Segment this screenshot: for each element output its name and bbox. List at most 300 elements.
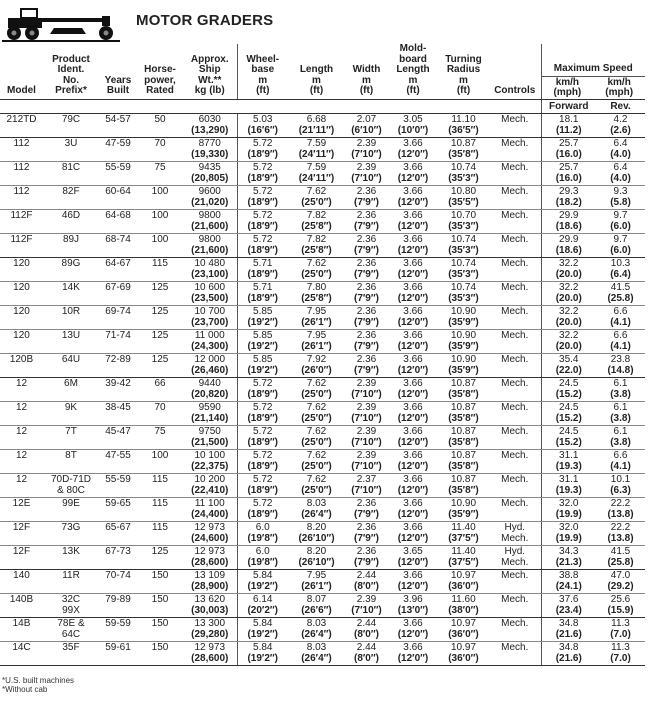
cell-model: 112 xyxy=(0,161,43,185)
header-forward: Forward xyxy=(541,99,596,113)
cell-width: 2.39 (7′10″) xyxy=(345,593,388,617)
cell-controls: Mech. xyxy=(489,593,541,617)
cell-model: 112F xyxy=(0,233,43,257)
cell-weight: 9590 (21,140) xyxy=(183,401,237,425)
cell-prefix: 11R xyxy=(43,569,99,593)
cell-turning-radius: 10.97 (36′0″) xyxy=(438,641,489,665)
table-row xyxy=(0,401,645,425)
cell-wheelbase: 6.0 (19′8″) xyxy=(237,545,288,569)
cell-turning-radius: 11.10 (36′5″) xyxy=(438,113,489,137)
cell-moldboard: 3.96 (13′0″) xyxy=(388,593,438,617)
cell-length: 8.03 (26′4″) xyxy=(288,641,345,665)
cell-wheelbase: 5.72 (18′9″) xyxy=(237,185,288,209)
cell-weight: 12 973 (24,600) xyxy=(183,521,237,545)
cell-forward-speed: 29.9 (18.6) xyxy=(541,233,596,257)
cell-wheelbase: 5.72 (18′9″) xyxy=(237,449,288,473)
cell-controls: Mech. xyxy=(489,161,541,185)
cell-turning-radius: 10.90 (35′9″) xyxy=(438,497,489,521)
cell-wheelbase: 5.84 (19′2″) xyxy=(237,617,288,641)
table-row xyxy=(0,425,645,449)
cell-turning-radius: 10.90 (35′9″) xyxy=(438,329,489,353)
cell-length: 7.80 (25′8″) xyxy=(288,281,345,305)
table-row xyxy=(0,521,645,545)
cell-length: 8.03 (26′4″) xyxy=(288,497,345,521)
cell-weight: 13 620 (30,003) xyxy=(183,593,237,617)
cell-turning-radius: 10.74 (35′3″) xyxy=(438,257,489,281)
cell-turning-radius: 10.90 (35′9″) xyxy=(438,305,489,329)
cell-reverse-speed: 6.6 (4.1) xyxy=(596,449,645,473)
cell-forward-speed: 31.1 (19.3) xyxy=(541,473,596,497)
cell-years: 70-74 xyxy=(99,569,137,593)
cell-controls: Mech. xyxy=(489,497,541,521)
cell-horsepower: 125 xyxy=(137,281,183,305)
cell-length: 7.92 (26′0″) xyxy=(288,353,345,377)
cell-width: 2.36 (7′9″) xyxy=(345,209,388,233)
cell-model: 12E xyxy=(0,497,43,521)
cell-reverse-speed: 6.4 (4.0) xyxy=(596,137,645,161)
table-row xyxy=(0,281,645,305)
cell-wheelbase: 5.72 (18′9″) xyxy=(237,209,288,233)
cell-weight: 12 973 (28,600) xyxy=(183,641,237,665)
cell-prefix: 6M xyxy=(43,377,99,401)
cell-moldboard: 3.66 (12′0″) xyxy=(388,161,438,185)
cell-moldboard: 3.66 (12′0″) xyxy=(388,257,438,281)
table-row xyxy=(0,593,645,617)
cell-forward-speed: 29.3 (18.2) xyxy=(541,185,596,209)
cell-weight: 10 700 (23,700) xyxy=(183,305,237,329)
cell-moldboard: 3.66 (12′0″) xyxy=(388,425,438,449)
header-length: Length m (ft) xyxy=(288,44,345,99)
cell-width: 2.39 (7′10″) xyxy=(345,401,388,425)
cell-controls: Mech. xyxy=(489,257,541,281)
cell-model: 12 xyxy=(0,425,43,449)
footnote: *U.S. built machines xyxy=(2,676,75,685)
cell-controls: Mech. xyxy=(489,113,541,137)
cell-horsepower: 150 xyxy=(137,593,183,617)
cell-turning-radius: 10.87 (35′8″) xyxy=(438,473,489,497)
cell-model: 140B xyxy=(0,593,43,617)
cell-moldboard: 3.66 (12′0″) xyxy=(388,497,438,521)
cell-reverse-speed: 6.6 (4.1) xyxy=(596,305,645,329)
cell-reverse-speed: 11.3 (7.0) xyxy=(596,641,645,665)
table-row xyxy=(0,473,645,497)
motor-grader-icon xyxy=(2,2,120,42)
cell-model: 12F xyxy=(0,545,43,569)
cell-length: 7.95 (26′1″) xyxy=(288,569,345,593)
cell-controls: Mech. xyxy=(489,281,541,305)
cell-wheelbase: 5.72 (18′9″) xyxy=(237,377,288,401)
cell-turning-radius: 11.40 (37′5″) xyxy=(438,545,489,569)
cell-weight: 10 200 (22,410) xyxy=(183,473,237,497)
cell-reverse-speed: 10.1 (6.3) xyxy=(596,473,645,497)
cell-width: 2.36 (7′9″) xyxy=(345,185,388,209)
cell-forward-speed: 32.0 (19.9) xyxy=(541,497,596,521)
cell-turning-radius: 10.90 (35′9″) xyxy=(438,353,489,377)
cell-width: 2.44 (8′0″) xyxy=(345,569,388,593)
cell-forward-speed: 25.7 (16.0) xyxy=(541,161,596,185)
cell-model: 12 xyxy=(0,449,43,473)
cell-horsepower: 50 xyxy=(137,113,183,137)
cell-reverse-speed: 6.4 (4.0) xyxy=(596,161,645,185)
cell-years: 60-64 xyxy=(99,185,137,209)
footnotes xyxy=(2,676,74,694)
cell-turning-radius: 10.74 (35′3″) xyxy=(438,161,489,185)
cell-forward-speed: 32.2 (20.0) xyxy=(541,257,596,281)
cell-horsepower: 115 xyxy=(137,257,183,281)
cell-model: 112 xyxy=(0,137,43,161)
cell-wheelbase: 5.84 (19′2″) xyxy=(237,641,288,665)
cell-length: 8.20 (26′10″) xyxy=(288,521,345,545)
cell-horsepower: 150 xyxy=(137,569,183,593)
table-row xyxy=(0,185,645,209)
cell-years: 59-65 xyxy=(99,497,137,521)
cell-width: 2.39 (7′10″) xyxy=(345,425,388,449)
cell-length: 8.20 (26′10″) xyxy=(288,545,345,569)
cell-forward-speed: 34.8 (21.6) xyxy=(541,641,596,665)
cell-model: 112 xyxy=(0,185,43,209)
cell-turning-radius: 10.97 (36′0″) xyxy=(438,617,489,641)
cell-length: 7.62 (25′0″) xyxy=(288,449,345,473)
cell-forward-speed: 24.5 (15.2) xyxy=(541,377,596,401)
cell-forward-speed: 29.9 (18.6) xyxy=(541,209,596,233)
cell-prefix: 99E xyxy=(43,497,99,521)
cell-width: 2.36 (7′9″) xyxy=(345,521,388,545)
cell-moldboard: 3.66 (12′0″) xyxy=(388,569,438,593)
cell-years: 55-59 xyxy=(99,473,137,497)
cell-years: 67-73 xyxy=(99,545,137,569)
cell-model: 12F xyxy=(0,521,43,545)
cell-moldboard: 3.66 (12′0″) xyxy=(388,233,438,257)
cell-length: 7.95 (26′1″) xyxy=(288,305,345,329)
cell-years: 65-67 xyxy=(99,521,137,545)
cell-width: 2.36 (7′9″) xyxy=(345,281,388,305)
cell-controls: Mech. xyxy=(489,449,541,473)
cell-moldboard: 3.66 (12′0″) xyxy=(388,137,438,161)
cell-reverse-speed: 47.0 (29.2) xyxy=(596,569,645,593)
table-row xyxy=(0,233,645,257)
cell-wheelbase: 5.72 (18′9″) xyxy=(237,497,288,521)
cell-wheelbase: 5.72 (18′9″) xyxy=(237,473,288,497)
cell-weight: 6030 (13,290) xyxy=(183,113,237,137)
cell-turning-radius: 10.87 (35′8″) xyxy=(438,401,489,425)
cell-length: 7.62 (25′0″) xyxy=(288,473,345,497)
cell-weight: 10 600 (23,500) xyxy=(183,281,237,305)
cell-controls: Mech. xyxy=(489,401,541,425)
cell-width: 2.37 (7′10″) xyxy=(345,473,388,497)
cell-prefix: 13K xyxy=(43,545,99,569)
cell-model: 14B xyxy=(0,617,43,641)
cell-years: 64-68 xyxy=(99,209,137,233)
cell-wheelbase: 5.85 (19′2″) xyxy=(237,305,288,329)
cell-turning-radius: 10.87 (35′8″) xyxy=(438,137,489,161)
cell-prefix: 8T xyxy=(43,449,99,473)
cell-reverse-speed: 41.5 (25.8) xyxy=(596,281,645,305)
cell-weight: 10 100 (22,375) xyxy=(183,449,237,473)
cell-wheelbase: 5.85 (19′2″) xyxy=(237,329,288,353)
cell-years: 45-47 xyxy=(99,425,137,449)
header-wheelbase: Wheel- base m (ft) xyxy=(237,44,288,99)
cell-model: 12 xyxy=(0,401,43,425)
cell-width: 2.36 (7′9″) xyxy=(345,545,388,569)
cell-horsepower: 150 xyxy=(137,617,183,641)
cell-horsepower: 66 xyxy=(137,377,183,401)
cell-forward-speed: 32.2 (20.0) xyxy=(541,329,596,353)
cell-model: 212TD xyxy=(0,113,43,137)
cell-controls: Mech. xyxy=(489,233,541,257)
page-title: MOTOR GRADERS xyxy=(136,12,274,29)
cell-length: 6.68 (21′11″) xyxy=(288,113,345,137)
cell-prefix: 35F xyxy=(43,641,99,665)
cell-years: 59-59 xyxy=(99,617,137,641)
cell-prefix: 64U xyxy=(43,353,99,377)
cell-width: 2.39 (7′10″) xyxy=(345,137,388,161)
cell-weight: 9435 (20,805) xyxy=(183,161,237,185)
cell-forward-speed: 37.6 (23.4) xyxy=(541,593,596,617)
cell-weight: 9800 (21,600) xyxy=(183,233,237,257)
cell-turning-radius: 11.40 (37′5″) xyxy=(438,521,489,545)
cell-reverse-speed: 6.1 (3.8) xyxy=(596,425,645,449)
table-row xyxy=(0,617,645,641)
cell-controls: Mech. xyxy=(489,377,541,401)
cell-turning-radius: 10.70 (35′3″) xyxy=(438,209,489,233)
cell-weight: 8770 (19,330) xyxy=(183,137,237,161)
cell-horsepower: 70 xyxy=(137,401,183,425)
header-reverse: Rev. xyxy=(596,99,645,113)
cell-wheelbase: 5.72 (18′9″) xyxy=(237,233,288,257)
cell-moldboard: 3.05 (10′0″) xyxy=(388,113,438,137)
cell-prefix: 78E & 64C xyxy=(43,617,99,641)
cell-horsepower: 70 xyxy=(137,137,183,161)
cell-forward-speed: 24.5 (15.2) xyxy=(541,401,596,425)
cell-length: 7.62 (25′0″) xyxy=(288,185,345,209)
cell-weight: 12 000 (26,460) xyxy=(183,353,237,377)
cell-forward-speed: 34.3 (21.3) xyxy=(541,545,596,569)
cell-moldboard: 3.66 (12′0″) xyxy=(388,401,438,425)
cell-prefix: 14K xyxy=(43,281,99,305)
table-row xyxy=(0,161,645,185)
cell-horsepower: 100 xyxy=(137,449,183,473)
cell-turning-radius: 11.60 (38′0″) xyxy=(438,593,489,617)
table-row xyxy=(0,353,645,377)
cell-model: 112F xyxy=(0,209,43,233)
cell-prefix: 13U xyxy=(43,329,99,353)
cell-years: 39-42 xyxy=(99,377,137,401)
cell-years: 54-57 xyxy=(99,113,137,137)
header-horsepower: Horse- power, Rated xyxy=(137,44,183,99)
cell-moldboard: 3.66 (12′0″) xyxy=(388,449,438,473)
cell-width: 2.36 (7′9″) xyxy=(345,257,388,281)
cell-wheelbase: 5.71 (18′9″) xyxy=(237,257,288,281)
cell-model: 140 xyxy=(0,569,43,593)
cell-controls: Mech. xyxy=(489,209,541,233)
cell-prefix: 79C xyxy=(43,113,99,137)
cell-controls: Mech. xyxy=(489,353,541,377)
cell-moldboard: 3.66 (12′0″) xyxy=(388,305,438,329)
cell-reverse-speed: 25.6 (15.9) xyxy=(596,593,645,617)
cell-model: 12 xyxy=(0,377,43,401)
cell-length: 7.59 (24′11″) xyxy=(288,161,345,185)
cell-prefix: 7T xyxy=(43,425,99,449)
cell-years: 64-67 xyxy=(99,257,137,281)
cell-width: 2.44 (8′0″) xyxy=(345,617,388,641)
header-years: Years Built xyxy=(99,44,137,99)
cell-moldboard: 3.66 (12′0″) xyxy=(388,185,438,209)
header xyxy=(0,0,649,44)
cell-reverse-speed: 22.2 (13.8) xyxy=(596,497,645,521)
cell-horsepower: 100 xyxy=(137,209,183,233)
cell-length: 7.82 (25′8″) xyxy=(288,233,345,257)
cell-horsepower: 75 xyxy=(137,161,183,185)
cell-length: 7.62 (25′0″) xyxy=(288,425,345,449)
cell-years: 68-74 xyxy=(99,233,137,257)
cell-controls: Mech. xyxy=(489,473,541,497)
cell-years: 67-69 xyxy=(99,281,137,305)
cell-controls: Mech. xyxy=(489,185,541,209)
cell-prefix: 32C 99X xyxy=(43,593,99,617)
cell-turning-radius: 10.74 (35′3″) xyxy=(438,233,489,257)
cell-model: 120 xyxy=(0,257,43,281)
cell-prefix: 82F xyxy=(43,185,99,209)
cell-forward-speed: 24.5 (15.2) xyxy=(541,425,596,449)
cell-weight: 9600 (21,020) xyxy=(183,185,237,209)
header-model: Model xyxy=(0,44,43,99)
cell-width: 2.36 (7′9″) xyxy=(345,353,388,377)
cell-turning-radius: 10.87 (35′8″) xyxy=(438,377,489,401)
cell-prefix: 89G xyxy=(43,257,99,281)
cell-years: 79-89 xyxy=(99,593,137,617)
cell-forward-speed: 32.2 (20.0) xyxy=(541,281,596,305)
cell-moldboard: 3.66 (12′0″) xyxy=(388,473,438,497)
cell-reverse-speed: 6.1 (3.8) xyxy=(596,377,645,401)
cell-horsepower: 125 xyxy=(137,545,183,569)
table-row xyxy=(0,497,645,521)
cell-moldboard: 3.66 (12′0″) xyxy=(388,209,438,233)
cell-width: 2.39 (7′10″) xyxy=(345,449,388,473)
cell-horsepower: 100 xyxy=(137,233,183,257)
cell-weight: 9800 (21,600) xyxy=(183,209,237,233)
cell-weight: 11 000 (24,300) xyxy=(183,329,237,353)
cell-length: 8.03 (26′4″) xyxy=(288,617,345,641)
table-row xyxy=(0,257,645,281)
cell-years: 69-74 xyxy=(99,305,137,329)
cell-turning-radius: 10.87 (35′8″) xyxy=(438,449,489,473)
cell-horsepower: 75 xyxy=(137,425,183,449)
table-row xyxy=(0,305,645,329)
header-width: Width m (ft) xyxy=(345,44,388,99)
cell-width: 2.36 (7′9″) xyxy=(345,305,388,329)
cell-years: 55-59 xyxy=(99,161,137,185)
cell-years: 38-45 xyxy=(99,401,137,425)
cell-moldboard: 3.65 (12′0″) xyxy=(388,545,438,569)
cell-years: 47-55 xyxy=(99,449,137,473)
cell-controls: Mech. xyxy=(489,329,541,353)
cell-forward-speed: 35.4 (22.0) xyxy=(541,353,596,377)
cell-wheelbase: 5.72 (18′9″) xyxy=(237,425,288,449)
cell-turning-radius: 10.87 (35′8″) xyxy=(438,425,489,449)
cell-turning-radius: 10.74 (35′3″) xyxy=(438,281,489,305)
cell-years: 72-89 xyxy=(99,353,137,377)
cell-wheelbase: 5.72 (18′9″) xyxy=(237,137,288,161)
cell-years: 71-74 xyxy=(99,329,137,353)
cell-horsepower: 115 xyxy=(137,521,183,545)
table-row xyxy=(0,569,645,593)
cell-controls: Mech. xyxy=(489,617,541,641)
cell-length: 7.59 (24′11″) xyxy=(288,137,345,161)
cell-moldboard: 3.66 (12′0″) xyxy=(388,617,438,641)
cell-prefix: 9K xyxy=(43,401,99,425)
cell-forward-speed: 38.8 (24.1) xyxy=(541,569,596,593)
cell-length: 7.95 (26′1″) xyxy=(288,329,345,353)
cell-length: 8.07 (26′6″) xyxy=(288,593,345,617)
header-weight: Approx. Ship Wt.** kg (lb) xyxy=(183,44,237,99)
cell-wheelbase: 5.03 (16′6″) xyxy=(237,113,288,137)
cell-controls: Hyd. Mech. xyxy=(489,545,541,569)
cell-prefix: 3U xyxy=(43,137,99,161)
header-speed: Maximum Speed km/h (mph) km/h (mph) xyxy=(541,44,645,99)
header-moldboard: Mold- board Length m (ft) xyxy=(388,44,438,99)
cell-horsepower: 100 xyxy=(137,185,183,209)
cell-turning-radius: 10.97 (36′0″) xyxy=(438,569,489,593)
table-row xyxy=(0,449,645,473)
cell-forward-speed: 31.1 (19.3) xyxy=(541,449,596,473)
cell-reverse-speed: 6.1 (3.8) xyxy=(596,401,645,425)
cell-reverse-speed: 10.3 (6.4) xyxy=(596,257,645,281)
table-row xyxy=(0,641,645,665)
cell-prefix: 10R xyxy=(43,305,99,329)
table-header-row xyxy=(0,44,645,99)
cell-moldboard: 3.66 (12′0″) xyxy=(388,521,438,545)
cell-weight: 9440 (20,820) xyxy=(183,377,237,401)
cell-width: 2.36 (7′9″) xyxy=(345,497,388,521)
cell-reverse-speed: 4.2 (2.6) xyxy=(596,113,645,137)
cell-length: 7.82 (25′8″) xyxy=(288,209,345,233)
table-row xyxy=(0,377,645,401)
cell-model: 120 xyxy=(0,281,43,305)
cell-wheelbase: 5.84 (19′2″) xyxy=(237,569,288,593)
cell-moldboard: 3.66 (12′0″) xyxy=(388,281,438,305)
cell-wheelbase: 5.72 (18′9″) xyxy=(237,161,288,185)
cell-prefix: 46D xyxy=(43,209,99,233)
cell-weight: 12 973 (28,600) xyxy=(183,545,237,569)
cell-prefix: 89J xyxy=(43,233,99,257)
footnote: *Without cab xyxy=(2,685,48,694)
cell-model: 12 xyxy=(0,473,43,497)
cell-wheelbase: 5.71 (18′9″) xyxy=(237,281,288,305)
cell-width: 2.36 (7′9″) xyxy=(345,233,388,257)
header-controls: Controls xyxy=(489,44,541,99)
cell-moldboard: 3.66 (12′0″) xyxy=(388,329,438,353)
table-row xyxy=(0,545,645,569)
cell-wheelbase: 6.14 (20′2″) xyxy=(237,593,288,617)
cell-model: 120B xyxy=(0,353,43,377)
header-turning: Turning Radius m (ft) xyxy=(438,44,489,99)
cell-length: 7.62 (25′0″) xyxy=(288,257,345,281)
cell-weight: 9750 (21,500) xyxy=(183,425,237,449)
cell-controls: Mech. xyxy=(489,425,541,449)
cell-width: 2.36 (7′9″) xyxy=(345,329,388,353)
cell-reverse-speed: 22.2 (13.8) xyxy=(596,521,645,545)
cell-horsepower: 115 xyxy=(137,473,183,497)
cell-horsepower: 125 xyxy=(137,353,183,377)
cell-weight: 13 300 (29,280) xyxy=(183,617,237,641)
cell-prefix: 73G xyxy=(43,521,99,545)
cell-width: 2.39 (7′10″) xyxy=(345,377,388,401)
header-prefix: Product Ident. No. Prefix* xyxy=(43,44,99,99)
cell-moldboard: 3.66 (12′0″) xyxy=(388,641,438,665)
cell-moldboard: 3.66 (12′0″) xyxy=(388,353,438,377)
cell-reverse-speed: 9.7 (6.0) xyxy=(596,209,645,233)
cell-forward-speed: 18.1 (11.2) xyxy=(541,113,596,137)
